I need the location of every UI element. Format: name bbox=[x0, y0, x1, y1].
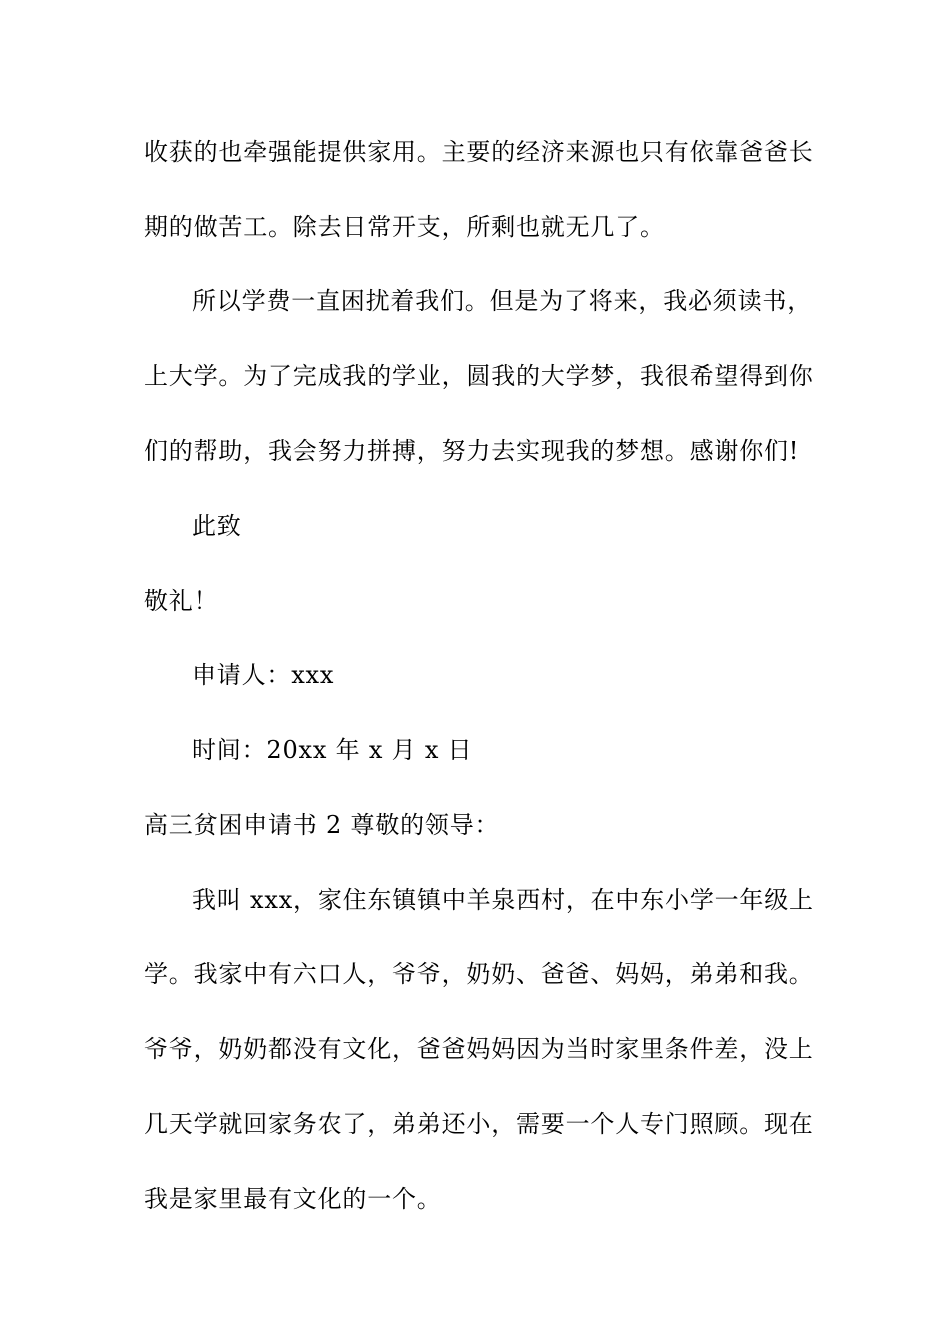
paragraph-line: 上大学。为了完成我的学业，圆我的大学梦，我很希望得到你 bbox=[144, 362, 814, 390]
paragraph-line: 们的帮助，我会努力拼搏，努力去实现我的梦想。感谢你们! bbox=[144, 437, 800, 465]
paragraph-line: 我是家里最有文化的一个。 bbox=[144, 1185, 442, 1213]
paragraph-line: 收获的也牵强能提供家用。主要的经济来源也只有依靠爸爸长 bbox=[144, 138, 814, 166]
closing-salutation: 此致 bbox=[192, 512, 242, 540]
paragraph-line: 几天学就回家务农了，弟弟还小，需要一个人专门照顾。现在 bbox=[144, 1110, 814, 1138]
paragraph-line: 所以学费一直困扰着我们。但是为了将来，我必须读书， bbox=[192, 287, 812, 315]
paragraph-line: 我叫 xxx，家住东镇镇中羊泉西村，在中东小学一年级上 bbox=[192, 886, 814, 914]
date-line: 时间：20xx 年 x 月 x 日 bbox=[192, 736, 473, 764]
section-heading: 高三贫困申请书 2 尊敬的领导： bbox=[144, 811, 500, 839]
paragraph-line: 学。我家中有六口人，爷爷，奶奶、爸爸、妈妈，弟弟和我。 bbox=[144, 960, 814, 988]
applicant-line: 申请人：xxx bbox=[192, 661, 335, 689]
closing-regards: 敬礼！ bbox=[144, 587, 219, 615]
paragraph-line: 爷爷，奶奶都没有文化，爸爸妈妈因为当时家里条件差，没上 bbox=[144, 1035, 814, 1063]
paragraph-line: 期的做苦工。除去日常开支，所剩也就无几了。 bbox=[144, 213, 665, 241]
